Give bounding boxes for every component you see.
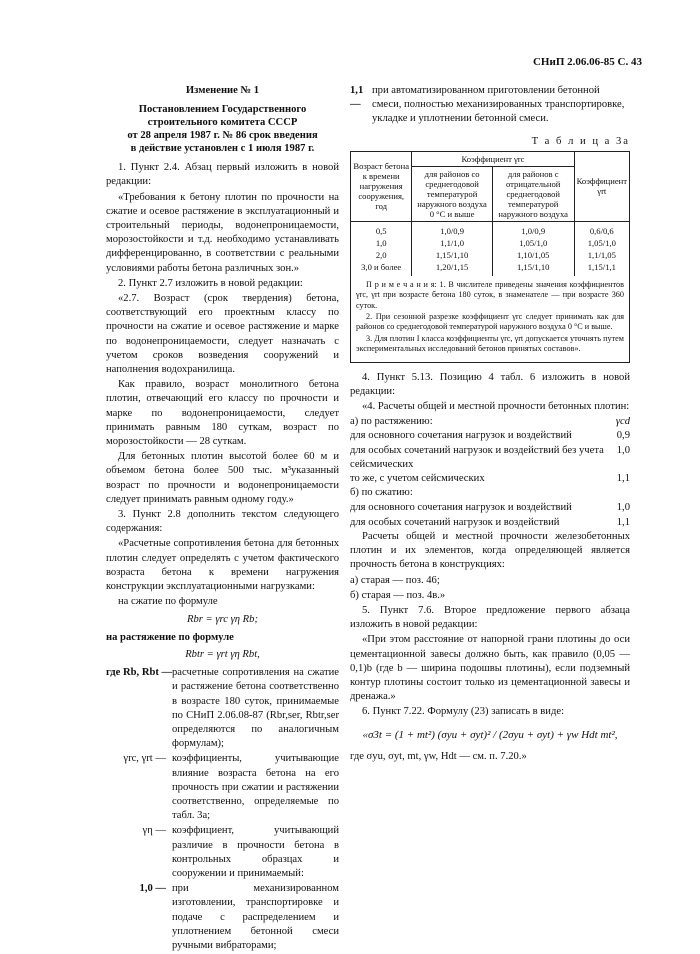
- table-row: 1,0 1,1/1,0 1,05/1,0 1,05/1,0: [351, 237, 630, 249]
- item-4-para-c: Расчеты общей и местной прочности железобетонных плотин и их элементов, когда определяющей является прочность бетона в конструкциях:: [350, 530, 630, 571]
- table-header-cold: для районов с отрицательной среднегодовой температурой наружного воздуха: [492, 166, 574, 221]
- table-notes: П р и м е ч а н и я: 1. В числителе приведены значения коэффициентов γrc, γrt при возрасте бетона 180 суток, в знаменателе — при возрасте 360 суток. 2. При сезонной разрезке коэффициент γrc следует принимать как для районов со среднегодовой температурой наружного воздуха 0 °С и выше. 3. Для плотин I класса коэффициенты γrc, γrt допускается уточнять путем экспериментальных исследований бетонов принятых составов».: [350, 276, 630, 363]
- list-item: для основного сочетания нагрузок и воздействий 1,0: [350, 502, 630, 514]
- item-3: 3. Пункт 2.8 дополнить текстом следующего содержания:: [106, 509, 339, 535]
- definition-row: где Rb, Rbt — расчетные сопротивления на сжатие и растяжение бетона соответственно в возрасте 180 суток, принимаемые по СНиП 2.06.08-87 (Rbr,ser, Rbtr,ser определяются по аналогичным формулам);: [106, 667, 339, 750]
- coefficient-table: [350, 151, 630, 276]
- item-4: 4. Пункт 5.13. Позицию 4 табл. 6 изложить в новой редакции:: [350, 371, 630, 397]
- list-item: для основного сочетания нагрузок и воздействий 0,9: [350, 430, 630, 442]
- formula-compression: Rbr = γrc γη Rb;: [187, 613, 258, 625]
- formula-23: «σ3t = (1 + mt²) (σyu + σyt)² / (2σyu + σyt) + γw Hdt mt²,: [362, 728, 618, 741]
- page-header: СНиП 2.06.06-85 С. 43: [532, 56, 642, 68]
- list-item: б) старая — поз. 4в.»: [350, 589, 446, 601]
- table-row: 0,5 1,0/0,9 1,0/0,9 0,6/0,6: [351, 221, 630, 237]
- table-header-age: Возраст бетона к времени нагружения сооружения, год: [351, 151, 412, 221]
- table-row: 3,0 и более 1,20/1,15 1,15/1,10 1,15/1,1: [351, 261, 630, 276]
- list-item: то же, с учетом сейсмических 1,1: [350, 473, 630, 485]
- list-item: для особых сочетаний нагрузок и воздействий 1,1: [350, 516, 630, 528]
- table-header-group: Коэффициент γrc: [412, 151, 574, 166]
- item-4-quote: «4. Расчеты общей и местной прочности бетонных плотин:: [362, 401, 630, 413]
- definition-row: γrc, γrt — коэффициенты, учитывающие влияние возраста бетона на его прочность при сжатии и растяжении соответственно, определяемые по табл. 3а;: [123, 753, 339, 822]
- left-column: [106, 84, 339, 954]
- table-row: 2,0 1,15/1,10 1,10/1,05 1,1/1,05: [351, 249, 630, 261]
- amendment-title: Изменение № 1: [185, 85, 260, 96]
- definition-row: 1,1 — при автоматизированном приготовлении бетонной смеси, полностью механизированных транспортировке, укладке и уплотнении бетонной смеси.: [350, 85, 625, 125]
- item-5-quote: «При этом расстояние от напорной грани плотины до оси цементационной завесы должно быть, как правило (0,05 — 0,1)b (где b — ширина подошвы плотины), если подземный контур плотины состоит только из цементационной завесы и дренажа.»: [350, 634, 630, 703]
- table-header-warm: для районов со среднегодовой температурой наружного воздуха 0 °С и выше: [412, 166, 492, 221]
- item-6: 6. Пункт 7.22. Формулу (23) записать в виде:: [362, 706, 565, 718]
- item-1: 1. Пункт 2.4. Абзац первый изложить в новой редакции:: [106, 162, 339, 188]
- definition-row: γη — коэффициент, учитывающий различие в прочности бетона в контрольных образцах и сооружении и принимаемый:: [142, 825, 339, 879]
- list-item: а) по растяжению: γcd: [350, 416, 630, 428]
- definition-list: [106, 666, 339, 953]
- table-header-gamma-rt: Коэффициент γrt: [574, 151, 629, 221]
- item-2-para-b: Как правило, возраст монолитного бетона плотин, отвечающий его классу по прочности и марке по водонепроницаемости, следует принимать равным 180 суткам, возраст по морозостойкости — 28 суткам.: [106, 379, 339, 448]
- item-2: 2. Пункт 2.7 изложить в новой редакции:: [118, 277, 303, 289]
- item-2-para-c: Для бетонных плотин высотой более 60 м и объемом бетона более 500 тыс. м³указанный возраст по прочности и водонепроницаемости следует принимать равным одному году.»: [106, 451, 339, 505]
- definition-row: 1,0 — при механизированном изготовлении, транспортировке и подаче с распределением и уплотнением бетонной смеси ручными вибраторами;: [139, 883, 339, 951]
- list-item: для особых сочетаний нагрузок и воздействий без учета сейсмических 1,0: [350, 444, 630, 470]
- item-2-quote: «2.7. Возраст (срок твердения) бетона, соответствующий его проектным классу по прочности на сжатие и осевое растяжение и марке по водонепроницаемости, следует назначать с учетом сроков возведения сооружений и наполнения водохранилища.: [106, 293, 339, 376]
- item-3-quote: «Расчетные сопротивления бетона для бетонных плотин следует определять с учетом фактического возраста бетона к времени нагружения конструкции эксплуатационными нагрузками:: [106, 538, 339, 593]
- formula-tension: Rbtr = γrt γη Rbt,: [185, 648, 260, 660]
- item-5: 5. Пункт 7.6. Второе предложение первого абзаца изложить в новой редакции:: [350, 604, 630, 631]
- table-title: Т а б л и ц а 3а: [531, 135, 630, 147]
- item-1-quote: «Требования к бетону плотин по прочности на сжатие и осевое растяжение в эксплуатационный и строительный периоды, водонепроницаемости, морозостойкости и т.д. необходимо устанавливать дифференцированно, в соответствии с реальными условиями работы бетона различных зон.»: [106, 191, 339, 274]
- tension-label: на растяжение по формуле: [106, 631, 234, 643]
- list-item: а) старая — поз. 46;: [350, 574, 440, 586]
- compression-label: на сжатие по формуле: [118, 596, 218, 608]
- right-column: [350, 84, 630, 765]
- amendment-subtitle: Постановлением Государственного строительного комитета СССР от 28 апреля 1987 г. № 86 срок введения в действие установлен с 1 июля 1987 г.: [127, 104, 318, 155]
- formula-23-legend: где σyu, σyt, mt, γw, Hdt — см. п. 7.20.»: [350, 750, 527, 762]
- list-item: б) по сжатию:: [350, 487, 413, 499]
